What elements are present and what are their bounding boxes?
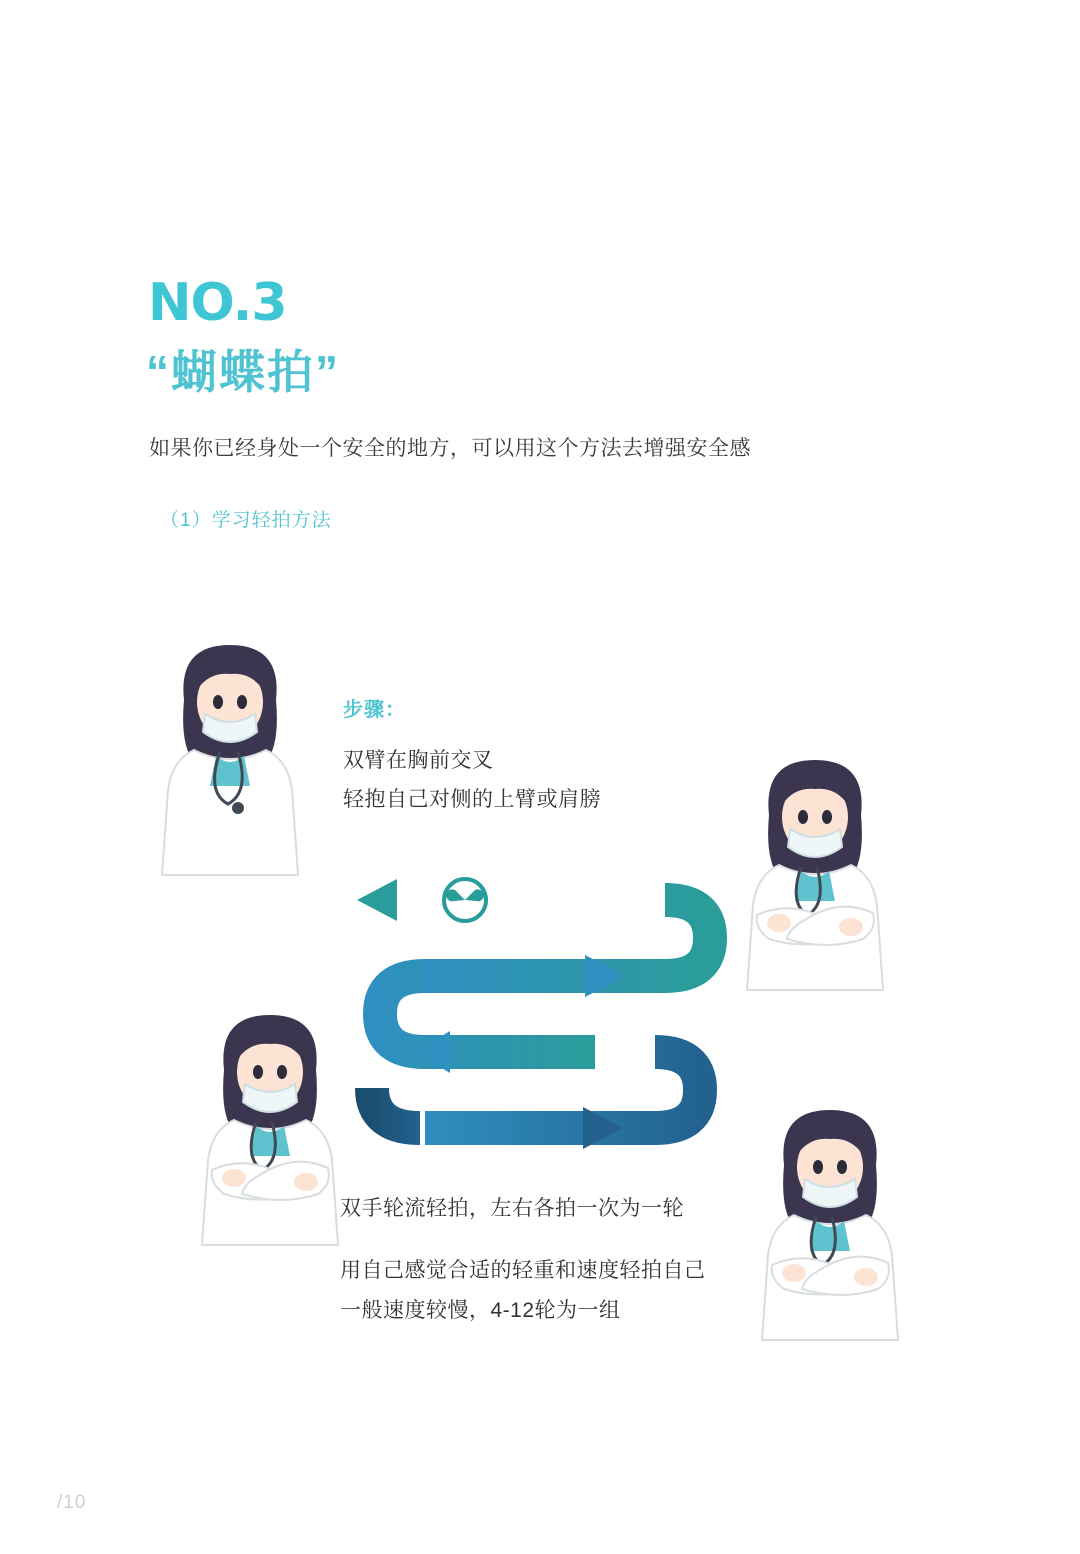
doctor-standing-illustration: [150, 630, 310, 880]
steps-heading: 步骤：: [343, 699, 406, 721]
page-title: “蝴蝶拍”: [146, 346, 340, 398]
page-subtitle: 如果你已经身处一个安全的地方，可以用这个方法去增强安全感: [149, 437, 751, 460]
doctor-arms-crossed-illustration-1: [735, 745, 895, 995]
notes-line-3: 一般速度较慢，4-12轮为一组: [340, 1299, 621, 1322]
notes-line-2: 用自己感觉合适的轻重和速度轻拍自己: [340, 1259, 706, 1282]
footer-page-number: /10: [57, 1492, 87, 1513]
notes-line-1: 双手轮流轻拍，左右各拍一次为一轮: [340, 1197, 684, 1220]
page-number-label: NO.3: [148, 273, 287, 333]
steps-line-2: 轻抱自己对侧的上臂或肩膀: [343, 788, 601, 811]
doctor-arms-crossed-illustration-2: [190, 1000, 350, 1250]
doctor-arms-crossed-illustration-3: [750, 1095, 910, 1345]
section-label: （1）学习轻拍方法: [160, 510, 332, 531]
steps-line-1: 双臂在胸前交叉: [343, 749, 494, 772]
